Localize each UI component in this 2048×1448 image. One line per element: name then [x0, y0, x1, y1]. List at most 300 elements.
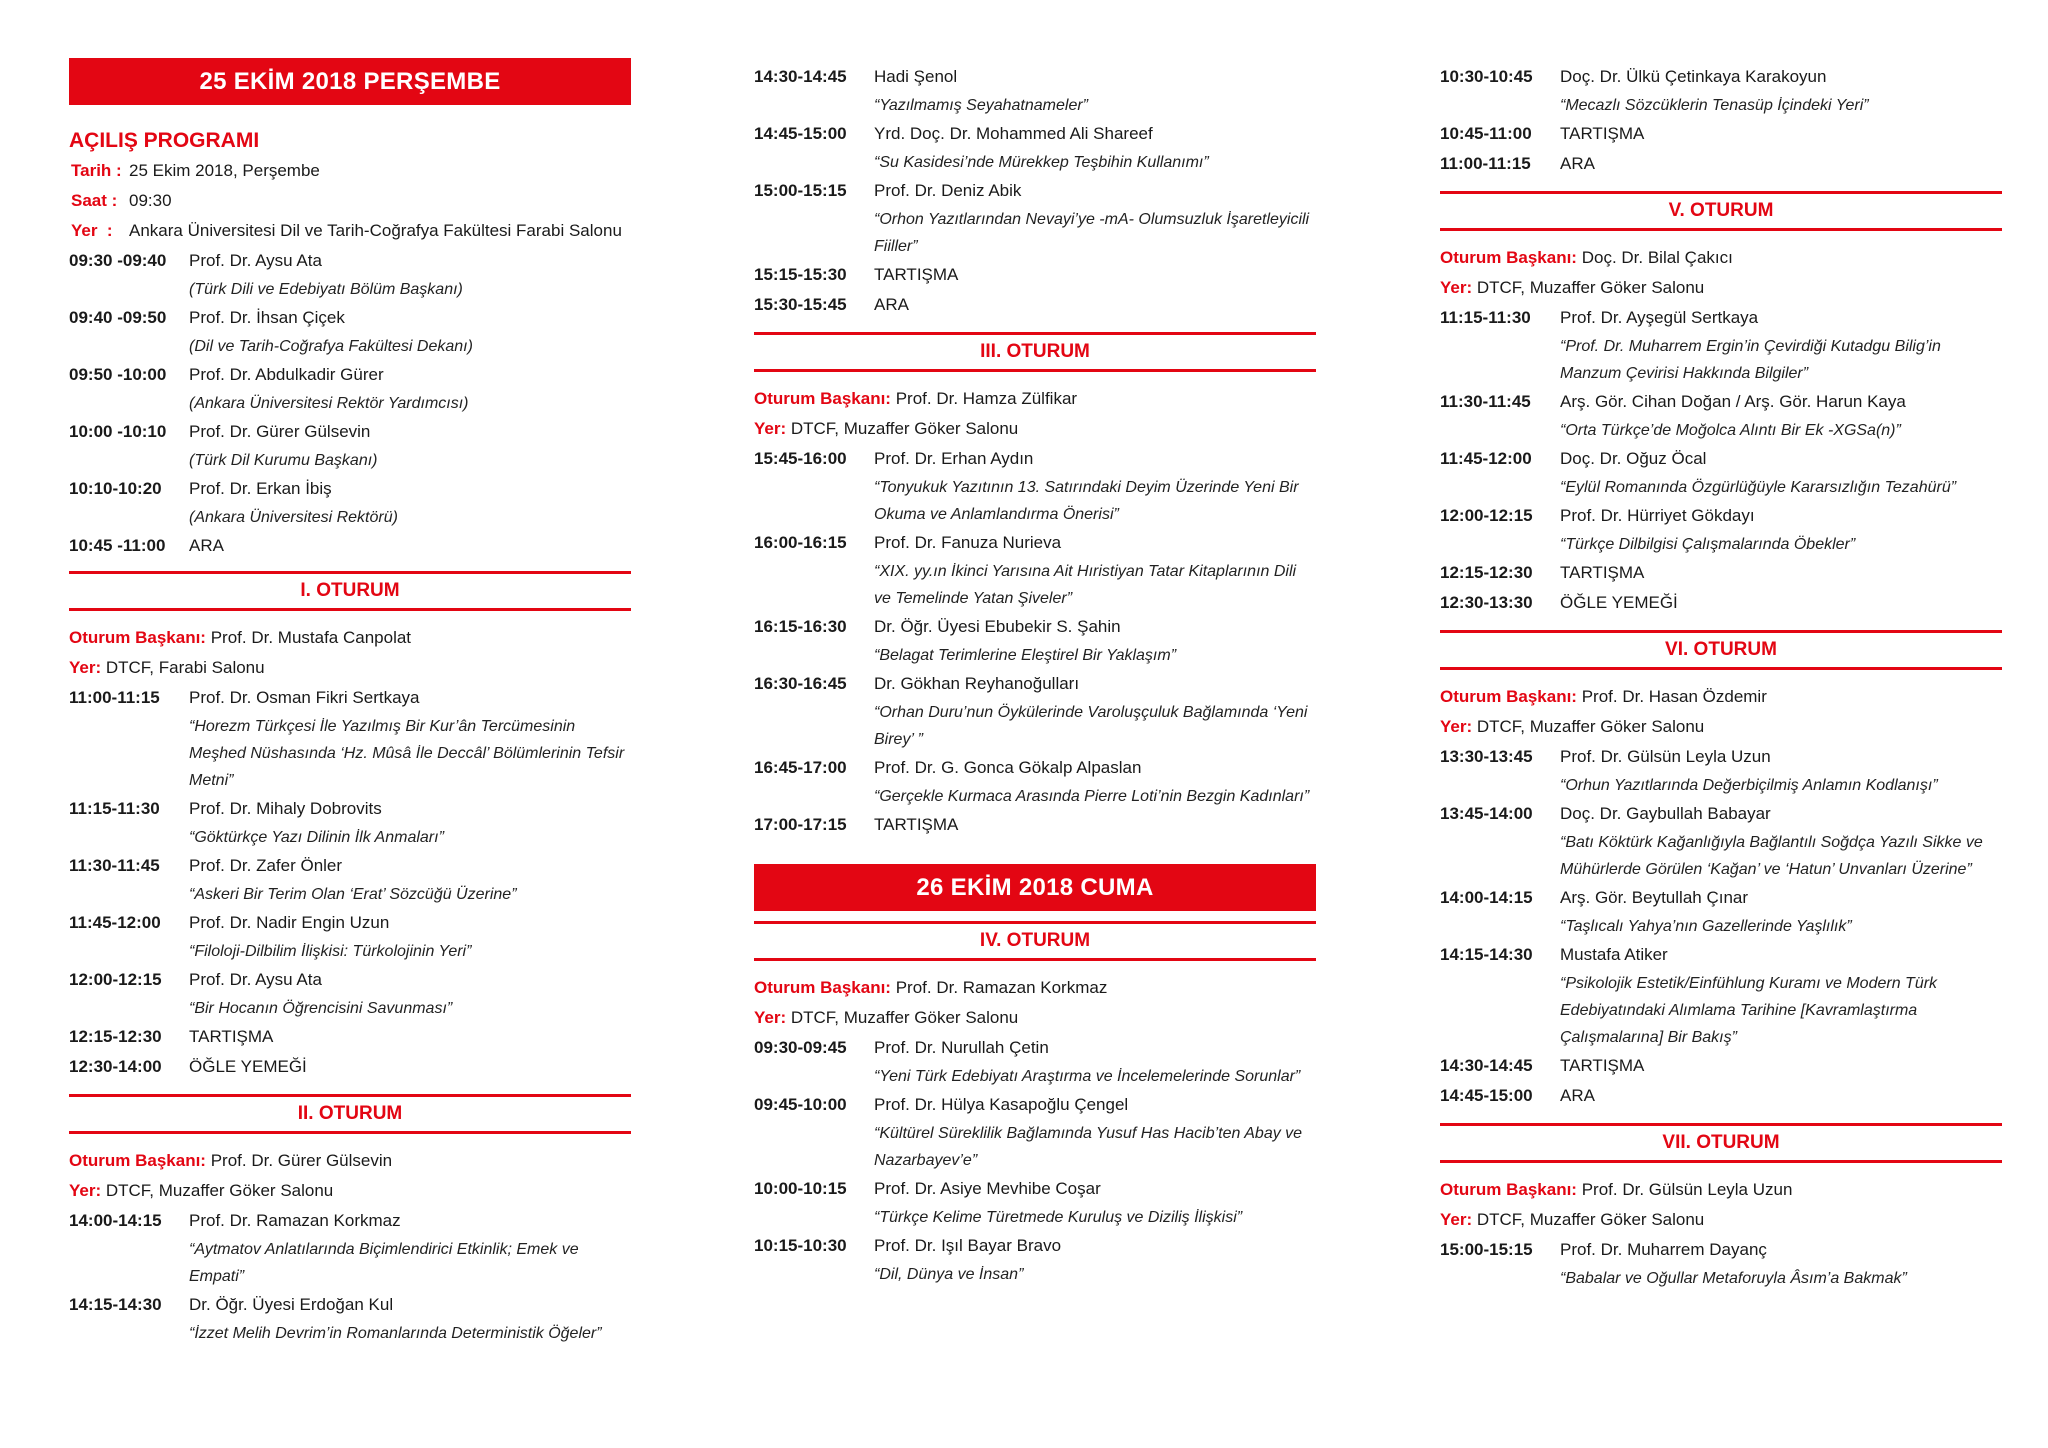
talk-title: “Belagat Terimlerine Eleştirel Bir Yaklaşım” [874, 647, 1177, 664]
speaker-name: Prof. Dr. Nurullah Çetin [874, 1038, 1049, 1057]
session-place [1440, 712, 2002, 742]
session-spacer [754, 372, 1316, 384]
talk-title: (Dil ve Tarih-Coğrafya Fakültesi Dekanı) [189, 338, 473, 355]
chair-label: Oturum Başkanı: [69, 1151, 206, 1170]
talk-title: “Psikolojik Estetik/Einfühlung Kuramı ve Modern Türk Edebiyatındaki Alımlama Tarihine [Kavramlaştırma Çalışmalarına] Bir Bakış” [1560, 975, 1938, 1046]
schedule-row [754, 1090, 1316, 1174]
place-name: DTCF, Muzaffer Göker Salonu [101, 1181, 334, 1200]
speaker-name: Prof. Dr. G. Gonca Gökalp Alpaslan [874, 758, 1142, 777]
time-slot: 10:15-10:30 [754, 1236, 847, 1255]
row-body [874, 176, 1316, 260]
speaker-name: TARTIŞMA [1560, 563, 1645, 582]
speaker-name: Prof. Dr. Ayşegül Sertkaya [1560, 308, 1759, 327]
place-label: Yer: [1440, 278, 1473, 297]
session-heading: VI. OTURUM [1440, 630, 2002, 670]
opening-program [69, 126, 631, 561]
talk-title: (Türk Dil Kurumu Başkanı) [189, 452, 378, 469]
session-spacer [1440, 1163, 2002, 1175]
place-name: DTCF, Muzaffer Göker Salonu [786, 419, 1019, 438]
session-place [754, 414, 1316, 444]
speaker-name: TARTIŞMA [189, 1027, 274, 1046]
schedule-row [1440, 742, 2002, 799]
talk-title: “Göktürkçe Yazı Dilinin İlk Anmaları” [189, 829, 444, 846]
row-body [189, 417, 631, 474]
talk-title: “Orhon Yazıtlarından Nevayi’ye -mA- Olumsuzluk İşaretleyicili Fiiller” [874, 211, 1310, 255]
schedule-row [1440, 501, 2002, 558]
row-body [1560, 303, 2002, 387]
speaker-name: Doç. Dr. Oğuz Öcal [1560, 449, 1707, 468]
speaker-name: Prof. Dr. Aysu Ata [189, 251, 322, 270]
place-label: Yer: [69, 658, 102, 677]
row-body [1560, 742, 2002, 799]
schedule-row [1440, 387, 2002, 444]
speaker-name: Prof. Dr. Ramazan Korkmaz [189, 1211, 401, 1230]
place-label: Yer: [754, 1008, 787, 1027]
chair-name: Prof. Dr. Gülsün Leyla Uzun [1576, 1180, 1793, 1199]
talk-title: “Askeri Bir Terim Olan ‘Erat’ Sözcüğü Üzerine” [189, 886, 517, 903]
row-body [1560, 444, 2002, 501]
speaker-name: Arş. Gör. Cihan Doğan / Arş. Gör. Harun Kaya [1560, 392, 1906, 411]
speaker-name: Arş. Gör. Beytullah Çınar [1560, 888, 1749, 907]
place-label: Yer: [754, 419, 787, 438]
session-spacer [1440, 231, 2002, 243]
place-label: Yer: [1440, 717, 1473, 736]
schedule-row [754, 669, 1316, 753]
schedule-row [754, 290, 1316, 320]
talk-title: (Ankara Üniversitesi Rektör Yardımcısı) [189, 395, 469, 412]
speaker-name: Hadi Şenol [874, 67, 958, 86]
schedule-row [1440, 444, 2002, 501]
session-rows [1440, 742, 2002, 1111]
session-chair [1440, 243, 2002, 273]
session-7 [1440, 1123, 2002, 1292]
time-slot: 11:30-11:45 [1440, 392, 1531, 411]
chair-label: Oturum Başkanı: [1440, 1180, 1577, 1199]
opening-title: AÇILIŞ PROGRAMI [69, 129, 260, 152]
time-slot: 15:15-15:30 [754, 265, 847, 284]
row-body [189, 474, 631, 531]
talk-title: “XIX. yy.ın İkinci Yarısına Ait Hıristiyan Tatar Kitaplarının Dili ve Temelinde Yatan Şiveler” [874, 563, 1297, 607]
column-1 [69, 0, 631, 1347]
time-slot: 12:00-12:15 [1440, 506, 1533, 525]
talk-title: “Türkçe Dilbilgisi Çalışmalarında Öbekler” [1560, 536, 1856, 553]
chair-name: Prof. Dr. Hamza Zülfikar [890, 389, 1078, 408]
talk-title: “Yeni Türk Edebiyatı Araştırma ve İncelemelerinde Sorunlar” [874, 1068, 1301, 1085]
schedule-row [1440, 1051, 2002, 1081]
row-body [1560, 558, 2002, 588]
schedule-row [1440, 149, 2002, 179]
speaker-name: Prof. Dr. Hürriyet Gökdayı [1560, 506, 1755, 525]
row-body [1560, 1051, 2002, 1081]
opening-place: Yer : Ankara Üniversitesi Dil ve Tarih-Coğrafya Fakültesi Farabi Salonu [71, 221, 622, 240]
place-name: DTCF, Muzaffer Göker Salonu [1472, 717, 1705, 736]
speaker-name: Dr. Gökhan Reyhanoğulları [874, 674, 1080, 693]
time-slot: 16:15-16:30 [754, 617, 847, 636]
place-name: DTCF, Farabi Salonu [101, 658, 265, 677]
row-body [189, 246, 631, 303]
time-slot: 14:00-14:15 [69, 1211, 162, 1230]
row-body [189, 1052, 631, 1082]
time-slot: 12:30-13:30 [1440, 593, 1533, 612]
talk-title: “İzzet Melih Devrim’in Romanlarında Deterministik Öğeler” [189, 1325, 602, 1342]
column-2 [754, 0, 1316, 1288]
time-slot: 10:00 -10:10 [69, 422, 167, 441]
speaker-name: Yrd. Doç. Dr. Mohammed Ali Shareef [874, 124, 1153, 143]
session-place [1440, 1205, 2002, 1235]
row-body [1560, 119, 2002, 149]
time-slot: 11:30-11:45 [69, 856, 160, 875]
time-slot: 12:15-12:30 [69, 1027, 162, 1046]
row-body [189, 851, 631, 908]
speaker-name: ÖĞLE YEMEĞİ [189, 1057, 307, 1076]
row-body [874, 669, 1316, 753]
schedule-row [69, 908, 631, 965]
row-body [874, 753, 1316, 810]
session-chair [754, 973, 1316, 1003]
time-slot: 15:30-15:45 [754, 295, 847, 314]
schedule-row [754, 612, 1316, 669]
session-chair [69, 623, 631, 653]
schedule-row [1440, 940, 2002, 1051]
session-rows [1440, 303, 2002, 618]
speaker-name: Prof. Dr. Hülya Kasapoğlu Çengel [874, 1095, 1129, 1114]
schedule-row [754, 62, 1316, 119]
time-slot: 15:00-15:15 [1440, 1240, 1533, 1259]
session-chair [1440, 1175, 2002, 1205]
place-name: DTCF, Muzaffer Göker Salonu [1472, 1210, 1705, 1229]
time-slot: 11:45-12:00 [69, 913, 161, 932]
session-place [1440, 273, 2002, 303]
place-name: DTCF, Muzaffer Göker Salonu [1472, 278, 1705, 297]
row-body [189, 908, 631, 965]
talk-title: “Aytmatov Anlatılarında Biçimlendirici Etkinlik; Emek ve Empati” [189, 1241, 579, 1285]
speaker-name: Prof. Dr. Deniz Abik [874, 181, 1022, 200]
row-body [1560, 588, 2002, 618]
opening-date: Tarih : 25 Ekim 2018, Perşembe [71, 161, 320, 180]
row-body [189, 965, 631, 1022]
schedule-row [69, 474, 631, 531]
row-body [1560, 501, 2002, 558]
chair-name: Prof. Dr. Gürer Gülsevin [205, 1151, 393, 1170]
session-heading: IV. OTURUM [754, 921, 1316, 961]
row-body [874, 1090, 1316, 1174]
schedule-row [754, 444, 1316, 528]
talk-title: “Tonyukuk Yazıtının 13. Satırındaki Deyim Üzerinde Yeni Bir Okuma ve Anlamlandırma Önerisi” [874, 479, 1299, 523]
chair-name: Doç. Dr. Bilal Çakıcı [1576, 248, 1733, 267]
session-rows [754, 1033, 1316, 1288]
session-place [69, 1176, 631, 1206]
talk-title: “Su Kasidesi’nde Mürekkep Teşbihin Kullanımı” [874, 154, 1209, 171]
time-slot: 14:00-14:15 [1440, 888, 1533, 907]
schedule-row [69, 303, 631, 360]
time-slot: 17:00-17:15 [754, 815, 847, 834]
talk-title: “Yazılmamış Seyahatnameler” [874, 97, 1088, 114]
schedule-row [1440, 303, 2002, 387]
row-body [874, 290, 1316, 320]
time-slot: 09:30-09:45 [754, 1038, 847, 1057]
schedule-row [69, 1206, 631, 1290]
speaker-name: TARTIŞMA [874, 815, 959, 834]
time-slot: 14:30-14:45 [754, 67, 847, 86]
session-chair [1440, 682, 2002, 712]
time-slot: 13:45-14:00 [1440, 804, 1533, 823]
session-5 [1440, 191, 2002, 618]
time-slot: 09:50 -10:00 [69, 365, 167, 384]
talk-title: “Prof. Dr. Muharrem Ergin’in Çevirdiği Kutadgu Bilig’in Manzum Çevirisi Hakkında Bilgiler” [1560, 338, 1941, 382]
schedule-row [754, 1231, 1316, 1288]
schedule-row [1440, 588, 2002, 618]
session-spacer [1440, 670, 2002, 682]
row-body [1560, 799, 2002, 883]
speaker-name: Prof. Dr. Gülsün Leyla Uzun [1560, 747, 1771, 766]
schedule-row [1440, 1081, 2002, 1111]
talk-title: “Eylül Romanında Özgürlüğüyle Kararsızlığın Tezahürü” [1560, 479, 1957, 496]
session-2 [69, 1094, 631, 1347]
session-chair [69, 1146, 631, 1176]
row-body [874, 444, 1316, 528]
talk-title: “Kültürel Süreklilik Bağlamında Yusuf Has Hacib’ten Abay ve Nazarbayev’e” [874, 1125, 1303, 1169]
schedule-row [754, 119, 1316, 176]
schedule-row [69, 965, 631, 1022]
session-3 [754, 332, 1316, 840]
session-heading: I. OTURUM [69, 571, 631, 611]
talk-title: “Bir Hocanın Öğrencisini Savunması” [189, 1000, 453, 1017]
chair-label: Oturum Başkanı: [754, 389, 891, 408]
talk-title: “Filoloji-Dilbilim İlişkisi: Türkolojinin Yeri” [189, 943, 472, 960]
schedule-row [754, 753, 1316, 810]
speaker-name: Prof. Dr. İhsan Çiçek [189, 308, 345, 327]
column-3 [1440, 0, 2002, 1292]
talk-title: “Orhan Duru’nun Öykülerinde Varoluşçuluk Bağlamında ‘Yeni Birey’ ” [874, 704, 1308, 748]
time-slot: 11:15-11:30 [69, 799, 160, 818]
speaker-name: Prof. Dr. Fanuza Nurieva [874, 533, 1062, 552]
session-2-continued [754, 62, 1316, 320]
row-body [874, 119, 1316, 176]
row-body [874, 810, 1316, 840]
speaker-name: Prof. Dr. Işıl Bayar Bravo [874, 1236, 1062, 1255]
speaker-name: ARA [874, 295, 909, 314]
session-heading: VII. OTURUM [1440, 1123, 2002, 1163]
time-slot: 16:45-17:00 [754, 758, 847, 777]
schedule-row [69, 246, 631, 303]
time-slot: 15:00-15:15 [754, 181, 847, 200]
time-slot: 14:15-14:30 [69, 1295, 162, 1314]
chair-name: Prof. Dr. Hasan Özdemir [1576, 687, 1767, 706]
schedule-row [69, 531, 631, 561]
session-place [69, 653, 631, 683]
talk-title: (Türk Dili ve Edebiyatı Bölüm Başkanı) [189, 281, 463, 298]
place-label: Yer: [69, 1181, 102, 1200]
time-slot: 09:45-10:00 [754, 1095, 847, 1114]
time-slot: 12:15-12:30 [1440, 563, 1533, 582]
row-body [1560, 149, 2002, 179]
session-spacer [69, 611, 631, 623]
time-slot: 11:00-11:15 [1440, 154, 1531, 173]
session-chair [754, 384, 1316, 414]
time-slot: 09:30 -09:40 [69, 251, 167, 270]
session-4-continued [1440, 62, 2002, 179]
schedule-row [1440, 883, 2002, 940]
chair-label: Oturum Başkanı: [1440, 248, 1577, 267]
row-body [874, 1033, 1316, 1090]
schedule-row [69, 360, 631, 417]
schedule-row [69, 1290, 631, 1347]
time-slot: 10:45-11:00 [1440, 124, 1532, 143]
speaker-name: Prof. Dr. Erhan Aydın [874, 449, 1034, 468]
schedule-row [69, 417, 631, 474]
row-body [189, 794, 631, 851]
speaker-name: ÖĞLE YEMEĞİ [1560, 593, 1678, 612]
speaker-name: TARTIŞMA [874, 265, 959, 284]
time-slot: 11:15-11:30 [1440, 308, 1531, 327]
row-body [189, 303, 631, 360]
talk-title: “Horezm Türkçesi İle Yazılmış Bir Kur’ân Tercümesinin Meşhed Nüshasında ‘Hz. Mûsâ İle Deccâl’ Bölümlerinin Tefsir Metni” [189, 718, 625, 789]
time-slot: 11:00-11:15 [69, 688, 160, 707]
session-rows [1440, 1235, 2002, 1292]
speaker-name: Prof. Dr. Mihaly Dobrovits [189, 799, 382, 818]
schedule-row [69, 1052, 631, 1082]
schedule-row [754, 176, 1316, 260]
speaker-name: ARA [1560, 1086, 1595, 1105]
talk-title: “Dil, Dünya ve İnsan” [874, 1266, 1024, 1283]
time-slot: 14:15-14:30 [1440, 945, 1533, 964]
session-heading: III. OTURUM [754, 332, 1316, 372]
talk-title: “Babalar ve Oğullar Metaforuyla Âsım’a Bakmak” [1560, 1270, 1907, 1287]
session-spacer [69, 1134, 631, 1146]
time-slot: 10:30-10:45 [1440, 67, 1533, 86]
row-body [1560, 62, 2002, 119]
schedule-row [69, 794, 631, 851]
session-place [754, 1003, 1316, 1033]
session-rows [69, 683, 631, 1082]
speaker-name: Prof. Dr. Abdulkadir Gürer [189, 365, 384, 384]
session-6 [1440, 630, 2002, 1111]
opening-items [69, 246, 631, 561]
time-slot: 10:00-10:15 [754, 1179, 847, 1198]
talk-title: “Batı Köktürk Kağanlığıyla Bağlantılı Soğdça Yazılı Sikke ve Mühürlerde Görülen ‘Kağan’ ve ‘Hatun’ Unvanları Üzerine” [1560, 834, 1983, 878]
row-body [874, 62, 1316, 119]
time-slot: 15:45-16:00 [754, 449, 847, 468]
speaker-name: Prof. Dr. Erkan İbiş [189, 479, 332, 498]
time-slot: 09:40 -09:50 [69, 308, 167, 327]
place-label: Yer: [1440, 1210, 1473, 1229]
time-slot: 14:45-15:00 [1440, 1086, 1533, 1105]
session-4 [754, 921, 1316, 1288]
talk-title: “Orhun Yazıtlarında Değerbiçilmiş Anlamın Kodlanışı” [1560, 777, 1938, 794]
speaker-name: Prof. Dr. Osman Fikri Sertkaya [189, 688, 420, 707]
schedule-row [1440, 558, 2002, 588]
time-slot: 11:45-12:00 [1440, 449, 1532, 468]
day1-banner: 25 EKİM 2018 PERŞEMBE [69, 58, 631, 105]
session-rows [754, 444, 1316, 840]
time-slot: 10:10-10:20 [69, 479, 162, 498]
schedule-row [1440, 62, 2002, 119]
session-heading: V. OTURUM [1440, 191, 2002, 231]
schedule-row [69, 851, 631, 908]
schedule-row [754, 260, 1316, 290]
speaker-name: Doç. Dr. Ülkü Çetinkaya Karakoyun [1560, 67, 1827, 86]
chair-label: Oturum Başkanı: [69, 628, 206, 647]
chair-name: Prof. Dr. Ramazan Korkmaz [890, 978, 1108, 997]
row-body [1560, 387, 2002, 444]
time-slot: 12:30-14:00 [69, 1057, 162, 1076]
row-body [1560, 1081, 2002, 1111]
speaker-name: Dr. Öğr. Üyesi Erdoğan Kul [189, 1295, 394, 1314]
chair-label: Oturum Başkanı: [1440, 687, 1577, 706]
row-body [189, 683, 631, 794]
row-body [189, 1290, 631, 1347]
schedule-row [1440, 799, 2002, 883]
talk-title: “Mecazlı Sözcüklerin Tenasüp İçindeki Yeri” [1560, 97, 1869, 114]
row-body [1560, 1235, 2002, 1292]
schedule-row [69, 1022, 631, 1052]
speaker-name: TARTIŞMA [1560, 124, 1645, 143]
session-spacer [754, 961, 1316, 973]
row-body [189, 1206, 631, 1290]
speaker-name: TARTIŞMA [1560, 1056, 1645, 1075]
row-body [189, 531, 631, 561]
time-slot: 12:00-12:15 [69, 970, 162, 989]
schedule-row [69, 683, 631, 794]
row-body [874, 1231, 1316, 1288]
place-name: DTCF, Muzaffer Göker Salonu [786, 1008, 1019, 1027]
talk-title: “Gerçekle Kurmaca Arasında Pierre Loti’nin Bezgin Kadınları” [874, 788, 1310, 805]
time-slot: 16:30-16:45 [754, 674, 847, 693]
schedule-row [754, 1174, 1316, 1231]
talk-title: “Taşlıcalı Yahya’nın Gazellerinde Yaşlılık” [1560, 918, 1852, 935]
speaker-name: Dr. Öğr. Üyesi Ebubekir S. Şahin [874, 617, 1121, 636]
talk-title: “Orta Türkçe’de Moğolca Alıntı Bir Ek -XGSa(n)” [1560, 422, 1901, 439]
session-heading: II. OTURUM [69, 1094, 631, 1134]
schedule-row [1440, 119, 2002, 149]
talk-title: “Türkçe Kelime Türetmede Kuruluş ve Diziliş İlişkisi” [874, 1209, 1243, 1226]
chair-label: Oturum Başkanı: [754, 978, 891, 997]
speaker-name: Prof. Dr. Nadir Engin Uzun [189, 913, 390, 932]
row-body [874, 260, 1316, 290]
schedule-row [1440, 1235, 2002, 1292]
speaker-name: Mustafa Atiker [1560, 945, 1668, 964]
speaker-name: ARA [189, 536, 224, 555]
row-body [874, 612, 1316, 669]
schedule-row [754, 1033, 1316, 1090]
time-slot: 16:00-16:15 [754, 533, 847, 552]
speaker-name: Prof. Dr. Aysu Ata [189, 970, 322, 989]
chair-name: Prof. Dr. Mustafa Canpolat [205, 628, 412, 647]
row-body [1560, 940, 2002, 1051]
time-slot: 13:30-13:45 [1440, 747, 1533, 766]
row-body [189, 1022, 631, 1052]
session-rows [69, 1206, 631, 1347]
time-slot: 10:45 -11:00 [69, 536, 166, 555]
day2-banner: 26 EKİM 2018 CUMA [754, 864, 1316, 911]
schedule-row [754, 528, 1316, 612]
opening-time: Saat : 09:30 [71, 191, 172, 210]
row-body [189, 360, 631, 417]
speaker-name: ARA [1560, 154, 1595, 173]
row-body [1560, 883, 2002, 940]
schedule-row [754, 810, 1316, 840]
speaker-name: Prof. Dr. Gürer Gülsevin [189, 422, 371, 441]
talk-title: (Ankara Üniversitesi Rektörü) [189, 509, 398, 526]
speaker-name: Doç. Dr. Gaybullah Babayar [1560, 804, 1771, 823]
speaker-name: Prof. Dr. Zafer Önler [189, 856, 343, 875]
speaker-name: Prof. Dr. Asiye Mevhibe Coşar [874, 1179, 1101, 1198]
speaker-name: Prof. Dr. Muharrem Dayanç [1560, 1240, 1767, 1259]
session-1 [69, 571, 631, 1082]
row-body [874, 528, 1316, 612]
time-slot: 14:45-15:00 [754, 124, 847, 143]
time-slot: 14:30-14:45 [1440, 1056, 1533, 1075]
